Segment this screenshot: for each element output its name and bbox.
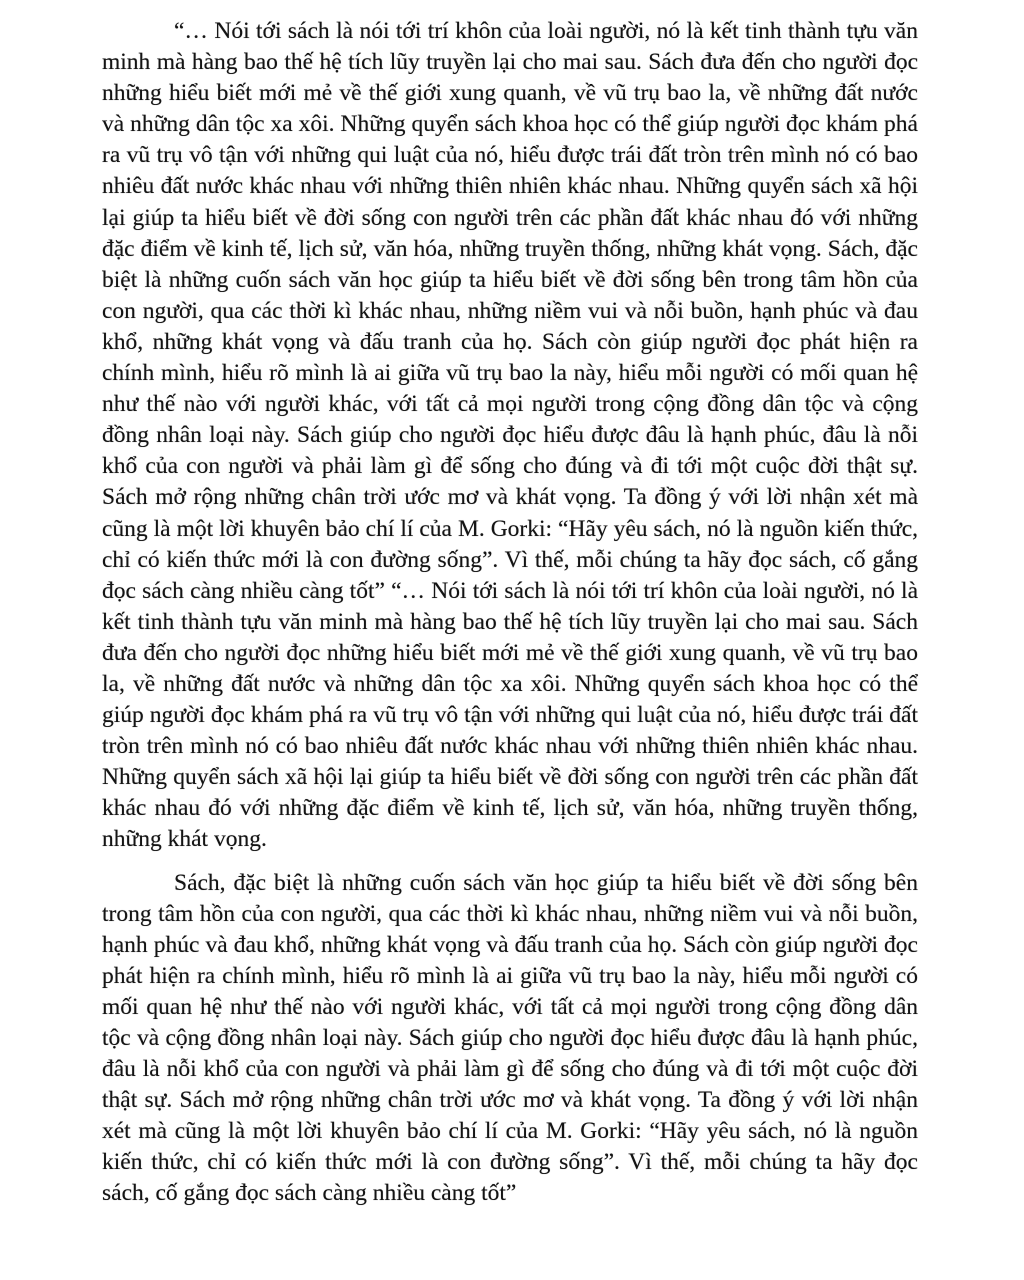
essay-text-block bbox=[102, 16, 918, 1210]
essay-paragraph-1: “… Nói tới sách là nói tới trí khôn của loài người, nó là kết tinh thành tựu văn minh mà hàng bao thế hệ tích lũy truyền lại cho mai sau. Sách đưa đến cho người đọc những hiểu biết mới mẻ về thế giới xung quanh, về vũ trụ bao la, về những đất nước và những dân tộc xa xôi. Những quyển sách khoa học có thể giúp người đọc khám phá ra vũ trụ vô tận với những qui luật của nó, hiểu được trái đất tròn trên mình nó có bao nhiêu đất nước khác nhau với những thiên nhiên khác nhau. Những quyển sách xã hội lại giúp ta hiểu biết về đời sống con người trên các phần đất khác nhau đó với những đặc điểm về kinh tế, lịch sử, văn hóa, những truyền thống, những khát vọng. Sách, đặc biệt là những cuốn sách văn học giúp ta hiểu biết về đời sống bên trong tâm hồn của con người, qua các thời kì khác nhau, những niềm vui và nỗi buồn, hạnh phúc và đau khổ, những khát vọng và đấu tranh của họ. Sách còn giúp người đọc phát hiện ra chính mình, hiểu rõ mình là ai giữa vũ trụ bao la này, hiểu mỗi người có mối quan hệ như thế nào với người khác, với tất cả mọi người trong cộng đồng dân tộc và cộng đồng nhân loại này. Sách giúp cho người đọc hiểu được đâu là hạnh phúc, đâu là nỗi khổ của con người và phải làm gì để sống cho đúng và đi tới một cuộc đời thật sự. Sách mở rộng những chân trời ước mơ và khát vọng. Ta đồng ý với lời nhận xét mà cũng là một lời khuyên bảo chí lí của M. Gorki: “Hãy yêu sách, nó là nguồn kiến thức, chỉ có kiến thức mới là con đường sống”. Vì thế, mỗi chúng ta hãy đọc sách, cố gắng đọc sách càng nhiều càng tốt” “… Nói tới sách là nói tới trí khôn của loài người, nó là kết tinh thành tựu văn minh mà hàng bao thế hệ tích lũy truyền lại cho mai sau. Sách đưa đến cho người đọc những hiểu biết mới mẻ về thế giới xung quanh, về vũ trụ bao la, về những đất nước và những dân tộc xa xôi. Những quyển sách khoa học có thể giúp người đọc khám phá ra vũ trụ vô tận với những qui luật của nó, hiểu được trái đất tròn trên mình nó có bao nhiêu đất nước khác nhau với những thiên nhiên khác nhau. Những quyển sách xã hội lại giúp ta hiểu biết về đời sống con người trên các phần đất khác nhau đó với những đặc điểm về kinh tế, lịch sử, văn hóa, những truyền thống, những khát vọng. bbox=[102, 18, 918, 853]
essay-paragraph-2: Sách, đặc biệt là những cuốn sách văn học giúp ta hiểu biết về đời sống bên trong tâm hồn của con người, qua các thời kì khác nhau, những niềm vui và nỗi buồn, hạnh phúc và đau khổ, những khát vọng và đấu tranh của họ. Sách còn giúp người đọc phát hiện ra chính mình, hiểu rõ mình là ai giữa vũ trụ bao la này, hiểu mỗi người có mối quan hệ như thế nào với người khác, với tất cả mọi người trong cộng đồng dân tộc và cộng đồng nhân loại này. Sách giúp cho người đọc hiểu được đâu là hạnh phúc, đâu là nỗi khổ của con người và phải làm gì để sống cho đúng và đi tới một cuộc đời thật sự. Sách mở rộng những chân trời ước mơ và khát vọng. Ta đồng ý với lời nhận xét mà cũng là một lời khuyên bảo chí lí của M. Gorki: “Hãy yêu sách, nó là nguồn kiến thức, chỉ có kiến thức mới là con đường sống”. Vì thế, mỗi chúng ta hãy đọc sách, cố gắng đọc sách càng nhiều càng tốt” bbox=[102, 869, 918, 1207]
